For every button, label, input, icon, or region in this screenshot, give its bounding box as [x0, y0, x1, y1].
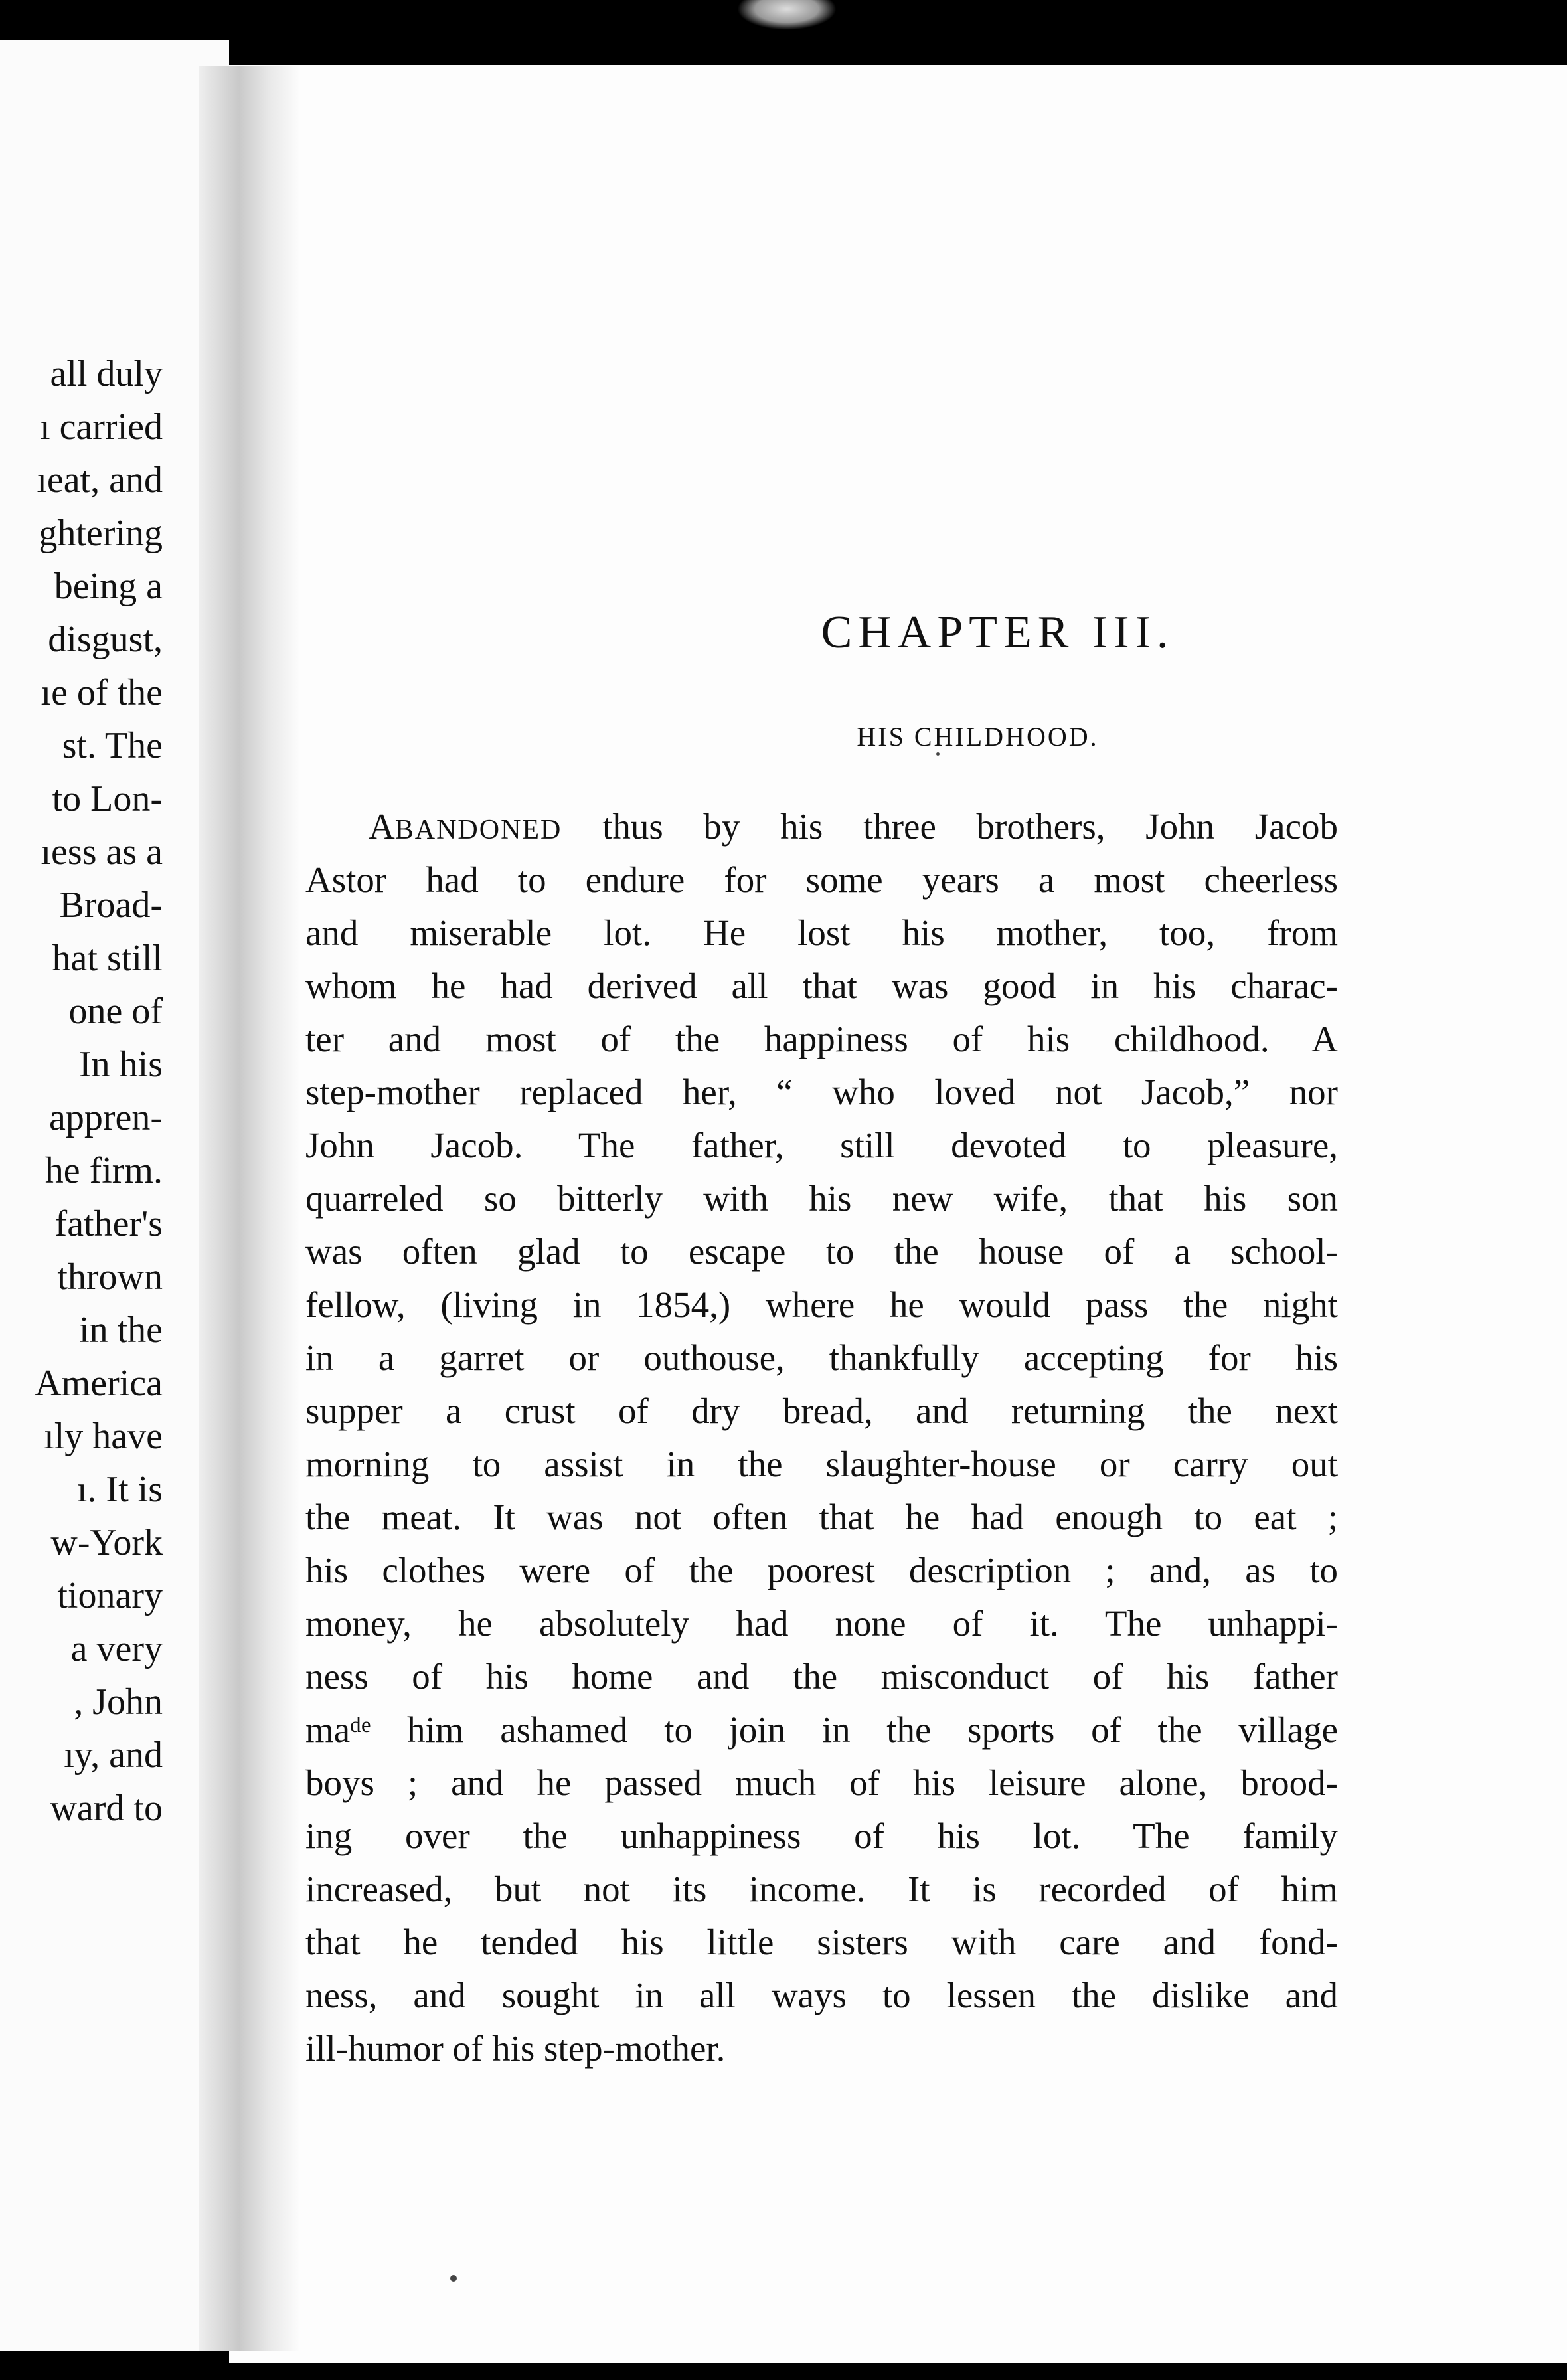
chapter-title: CHAPTER III.	[821, 607, 1175, 658]
body-line: step-mother replaced her, “ who loved not Jacob,” nor	[305, 1072, 1338, 1112]
left-page-line: w-York	[50, 1522, 163, 1563]
body-line: in a garret or outhouse, thankfully accepting for his	[305, 1337, 1338, 1378]
body-line: ness of his home and the misconduct of his father	[305, 1656, 1338, 1697]
body-line: his clothes were of the poorest description ; and, as to	[305, 1550, 1338, 1590]
body-line: fellow, (living in 1854,) where he would pass the night	[305, 1284, 1338, 1325]
left-page-line: , John	[74, 1681, 163, 1723]
left-page-line: ıy, and	[64, 1735, 163, 1776]
body-line: Astor had to endure for some years a most cheerless	[305, 859, 1338, 900]
left-page-line: tionary	[57, 1575, 163, 1616]
left-page-line: thrown	[57, 1256, 163, 1298]
body-line: maᵈᵉ him ashamed to join in the sports of the village	[305, 1709, 1338, 1750]
body-line: ing over the unhappiness of his lot. The family	[305, 1816, 1338, 1856]
body-line: increased, but not its income. It is recorded of him	[305, 1869, 1338, 1909]
left-page-line: disgust,	[48, 619, 163, 660]
chapter-body	[305, 800, 1338, 2075]
left-page-line: being a	[54, 566, 163, 607]
left-page-line: hat still	[52, 938, 163, 979]
first-line-text: thus by his three brothers, John Jacob	[562, 806, 1338, 847]
page-speck	[450, 2275, 457, 2282]
left-page-line: ıly have	[44, 1416, 163, 1457]
body-line: ter and most of the happiness of his childhood. A	[305, 1019, 1338, 1059]
body-line: that he tended his little sisters with care and fond-	[305, 1922, 1338, 1962]
left-page-line: Broad-	[59, 885, 163, 926]
body-first-line	[305, 800, 1338, 853]
left-page-line: father's	[54, 1203, 163, 1244]
body-line: ness, and sought in all ways to lessen the dislike and	[305, 1975, 1338, 2015]
drop-initial: A	[369, 806, 395, 847]
left-page-line: st. The	[62, 725, 163, 766]
left-page-line: all duly	[50, 353, 163, 394]
body-line: morning to assist in the slaughter-house or carry out	[305, 1444, 1338, 1484]
left-page-fragment	[0, 40, 229, 2351]
left-page-line: In his	[79, 1044, 163, 1085]
body-line: supper a crust of dry bread, and returning the next	[305, 1391, 1338, 1431]
page-speck	[936, 752, 940, 756]
body-line: the meat. It was not often that he had enough to eat ;	[305, 1497, 1338, 1537]
gutter-shadow	[199, 66, 299, 2351]
left-page-line: ı. It is	[76, 1469, 163, 1510]
left-page-line: a very	[70, 1628, 163, 1669]
left-page-line: ward to	[50, 1788, 163, 1829]
body-line: boys ; and he passed much of his leisure alone, brood-	[305, 1762, 1338, 1803]
body-line: money, he absolutely had none of it. The unhappi-	[305, 1603, 1338, 1644]
left-page-line: ı carried	[40, 406, 163, 448]
left-page-line: ıeat, and	[37, 460, 163, 501]
body-line: ill-humor of his step-mother.	[305, 2028, 726, 2069]
left-page-line: he firm.	[44, 1150, 163, 1191]
scan-artifact	[737, 0, 837, 30]
body-line: John Jacob. The father, still devoted to pleasure,	[305, 1125, 1338, 1165]
left-page-line: ghtering	[39, 513, 163, 554]
left-page-line: to Lon-	[52, 778, 163, 819]
small-caps-word: BANDONED	[394, 815, 562, 845]
right-page	[229, 65, 1567, 2363]
left-page-line: in the	[79, 1310, 163, 1351]
body-line: whom he had derived all that was good in his charac-	[305, 966, 1338, 1006]
body-line: quarreled so bitterly with his new wife, that his son	[305, 1178, 1338, 1219]
left-page-line: ıess as a	[41, 831, 163, 873]
chapter-subtitle: HIS CHILDHOOD.	[857, 722, 1099, 752]
body-line: and miserable lot. He lost his mother, too, from	[305, 912, 1338, 953]
left-page-line: appren-	[48, 1097, 163, 1138]
left-page-line: America	[35, 1363, 163, 1404]
left-page-line: one of	[68, 991, 163, 1032]
body-line: was often glad to escape to the house of a school-	[305, 1231, 1338, 1272]
left-page-line: ıe of the	[41, 672, 163, 713]
